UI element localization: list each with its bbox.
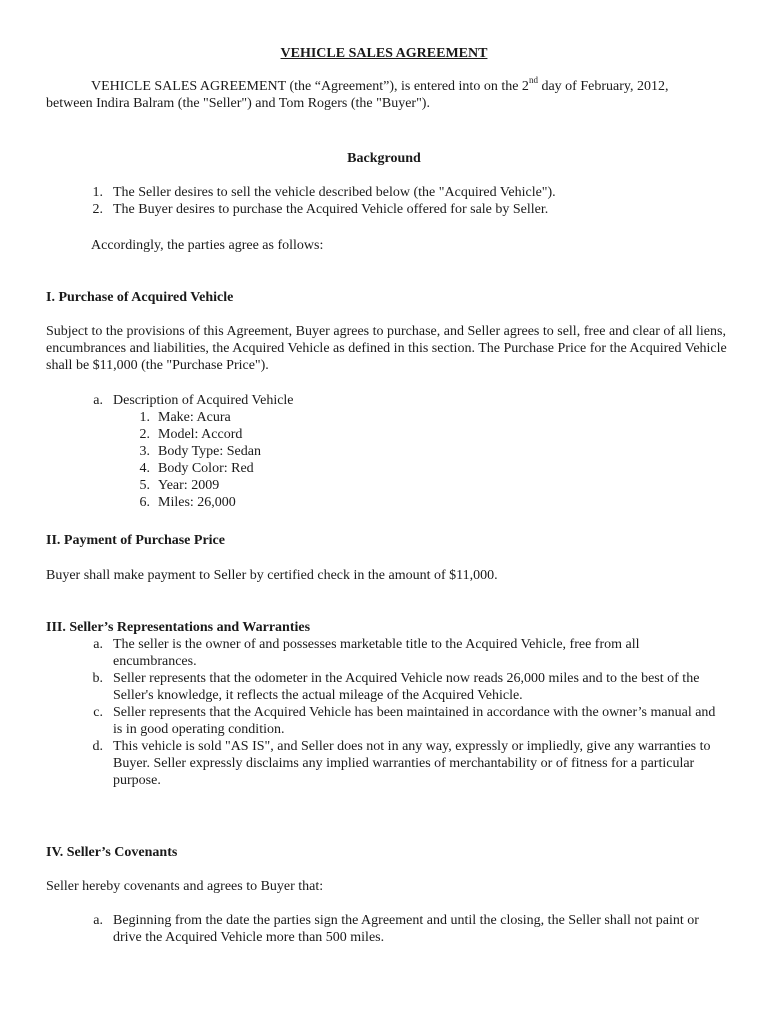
list-item: [92, 184, 733, 201]
list-marker: a.: [93, 393, 103, 408]
list-item: [139, 494, 558, 511]
list-item: [139, 443, 558, 460]
list-item: [92, 201, 733, 218]
list-marker: a.: [93, 913, 103, 928]
list-item-text: Seller represents that the odometer in the Acquired Vehicle now reads 26,000 miles and to the best of the Seller's knowledge, it reflects the actual mileage of the Acquired Vehicle.: [113, 671, 700, 703]
list-marker: 2.: [92, 202, 103, 217]
section-3-heading: III. Seller’s Representations and Warranties: [46, 620, 311, 635]
spec-text: Model: Accord: [158, 427, 243, 442]
list-item-text: Beginning from the date the parties sign the Agreement and until the closing, the Seller shall not paint or drive the Acquired Vehicle more than 500 miles.: [113, 913, 699, 945]
intro-line-1: [46, 75, 726, 95]
document-title: VEHICLE SALES AGREEMENT: [280, 46, 488, 61]
intro-paragraph: [46, 75, 726, 112]
list-item: [92, 738, 725, 789]
list-marker: 6.: [139, 495, 150, 510]
list-marker: 5.: [139, 478, 150, 493]
list-item: [139, 477, 558, 494]
spec-text: Body Type: Sedan: [158, 444, 261, 459]
list-item-text: This vehicle is sold "AS IS", and Seller does not in any way, expressly or impliedly, give any warranties to Buyer. Seller expressly disclaims any implied warranties of merchantability or of fitness for a particular purpose.: [113, 739, 711, 788]
list-item-text: The Buyer desires to purchase the Acquired Vehicle offered for sale by Seller.: [113, 202, 549, 217]
section-2-body: Buyer shall make payment to Seller by certified check in the amount of $11,000.: [46, 568, 498, 583]
list-marker: a.: [93, 637, 103, 652]
section-4-heading: IV. Seller’s Covenants: [46, 845, 178, 860]
list-marker: 4.: [139, 461, 150, 476]
spec-text: Miles: 26,000: [158, 495, 236, 510]
list-item: [139, 460, 558, 477]
section-1-body: Subject to the provisions of this Agreement, Buyer agrees to purchase, and Seller agrees to sell, free and clear of all liens, encumbrances and liabilities, the Acquired Vehicle as defined in this section. The Purchase Price for the Acquired Vehicle shall be $11,000 (the "Purchase Price").: [46, 324, 727, 373]
intro-line-1-post: day of February, 2012,: [537, 79, 669, 94]
spec-text: Year: 2009: [158, 478, 220, 493]
intro-line-1-pre: VEHICLE SALES AGREEMENT (the “Agreement”), is entered into on the 2: [91, 79, 529, 94]
list-item: [92, 670, 725, 704]
covenants-list: [93, 912, 723, 946]
section-4-body: Seller hereby covenants and agrees to Buyer that:: [46, 879, 324, 894]
accordingly-text: Accordingly, the parties agree as follows:: [91, 238, 324, 253]
background-heading: Background: [347, 151, 421, 166]
list-item: [93, 636, 725, 670]
list-marker: b.: [92, 671, 103, 686]
list-item: [139, 409, 558, 426]
list-item-text: Seller represents that the Acquired Vehicle has been maintained in accordance with the owner’s manual and is in good operating condition.: [113, 705, 716, 737]
list-item: [93, 392, 713, 409]
background-list: [92, 184, 733, 218]
description-label: Description of Acquired Vehicle: [113, 393, 294, 408]
list-marker: 1.: [92, 185, 103, 200]
list-item-text: The Seller desires to sell the vehicle described below (the "Acquired Vehicle").: [113, 185, 556, 200]
spec-text: Body Color: Red: [158, 461, 254, 476]
list-marker: c.: [93, 705, 103, 720]
list-item: [93, 912, 723, 946]
spec-text: Make: Acura: [158, 410, 231, 425]
list-item: [93, 704, 725, 738]
description-list: [93, 392, 713, 409]
section-1-heading: I. Purchase of Acquired Vehicle: [46, 290, 234, 305]
intro-line-2: between Indira Balram (the "Seller") and Tom Rogers (the "Buyer").: [46, 96, 430, 111]
list-marker: d.: [92, 739, 103, 754]
section-2-heading: II. Payment of Purchase Price: [46, 533, 225, 548]
list-marker: 3.: [139, 444, 150, 459]
list-item: [139, 426, 558, 443]
warranties-list: [92, 636, 725, 789]
list-marker: 2.: [139, 427, 150, 442]
list-item-text: The seller is the owner of and possesses marketable title to the Acquired Vehicle, free from all encumbrances.: [113, 637, 640, 669]
intro-ordinal-suffix: nd: [528, 75, 538, 86]
vehicle-specs-list: [139, 409, 558, 511]
list-marker: 1.: [139, 410, 150, 425]
